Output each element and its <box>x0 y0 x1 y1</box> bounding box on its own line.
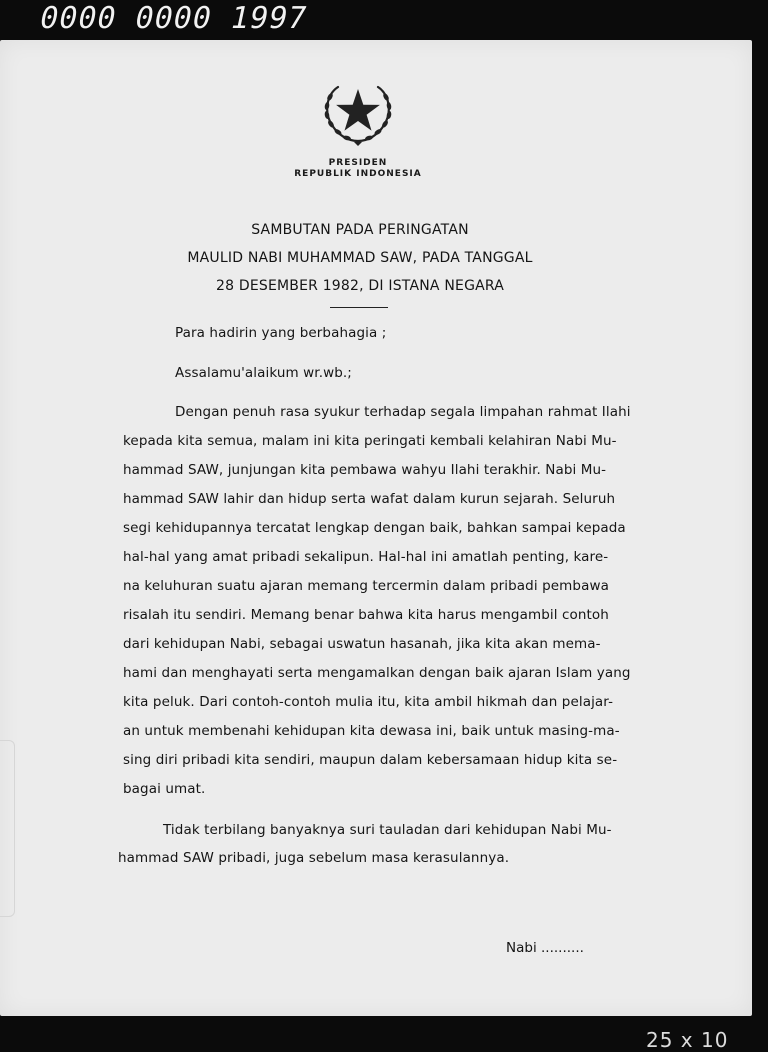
body-line: Dengan penuh rasa syukur terhadap segala limpahan rahmat Ilahi <box>175 404 631 420</box>
body-line: hammad SAW, junjungan kita pembawa wahyu Ilahi terakhir. Nabi Mu- <box>123 462 607 478</box>
body-line: kita peluk. Dari contoh-contoh mulia itu, kita ambil hikmah dan pelajar- <box>123 694 614 710</box>
body-line: hammad SAW lahir dan hidup serta wafat dalam kurun sejarah. Seluruh <box>123 491 616 507</box>
body-line: kepada kita semua, malam ini kita peringati kembali kelahiran Nabi Mu- <box>123 433 617 449</box>
body-line: hami dan menghayati serta mengamalkan dengan baik ajaran Islam yang <box>123 665 631 681</box>
letterhead-office: PRESIDEN <box>328 158 388 168</box>
document-title-line-2: MAULID NABI MUHAMMAD SAW, PADA TANGGAL <box>187 250 533 266</box>
film-strip-code: 0000 0000 1997 <box>36 1 311 36</box>
body-line: an untuk membenahi kehidupan kita dewasa ini, baik untuk masing-ma- <box>123 723 620 739</box>
body-line: hammad SAW pribadi, juga sebelum masa kerasulannya. <box>118 850 510 866</box>
greeting-line: Para hadirin yang berbahagia ; <box>175 325 387 341</box>
body-line: segi kehidupannya tercatat lengkap dengan baik, bahkan sampai kepada <box>123 520 626 536</box>
document-title-line-3: 28 DESEMBER 1982, DI ISTANA NEGARA <box>215 278 505 294</box>
body-line: hal-hal yang amat pribadi sekalipun. Hal-hal ini amatlah penting, kare- <box>123 549 609 565</box>
body-line: dari kehidupan Nabi, sebagai uswatun hasanah, jika kita akan mema- <box>123 636 601 652</box>
body-line: sing diri pribadi kita sendiri, maupun dalam kebersamaan hidup kita se- <box>123 752 618 768</box>
body-line: risalah itu sendiri. Memang benar bahwa kita harus mengambil contoh <box>123 607 609 623</box>
page-edge-mark <box>0 740 15 917</box>
page-continuation-catchword: Nabi .......... <box>506 940 584 956</box>
letterhead-country: REPUBLIK INDONESIA <box>294 169 422 179</box>
document-page <box>0 40 752 1052</box>
body-line: na keluhuran suatu ajaran memang tercermin dalam pribadi pembawa <box>123 578 609 594</box>
body-line: Tidak terbilang banyaknya suri tauladan dari kehidupan Nabi Mu- <box>163 822 612 838</box>
body-line: bagai umat. <box>123 781 206 797</box>
faint-stamp: 25 x 10 <box>646 1028 729 1052</box>
opening-line: Assalamu'alaikum wr.wb.; <box>175 365 352 381</box>
presidential-emblem-icon <box>316 79 400 147</box>
title-underline <box>330 307 388 308</box>
document-title-line-1: SAMBUTAN PADA PERINGATAN <box>251 222 469 238</box>
